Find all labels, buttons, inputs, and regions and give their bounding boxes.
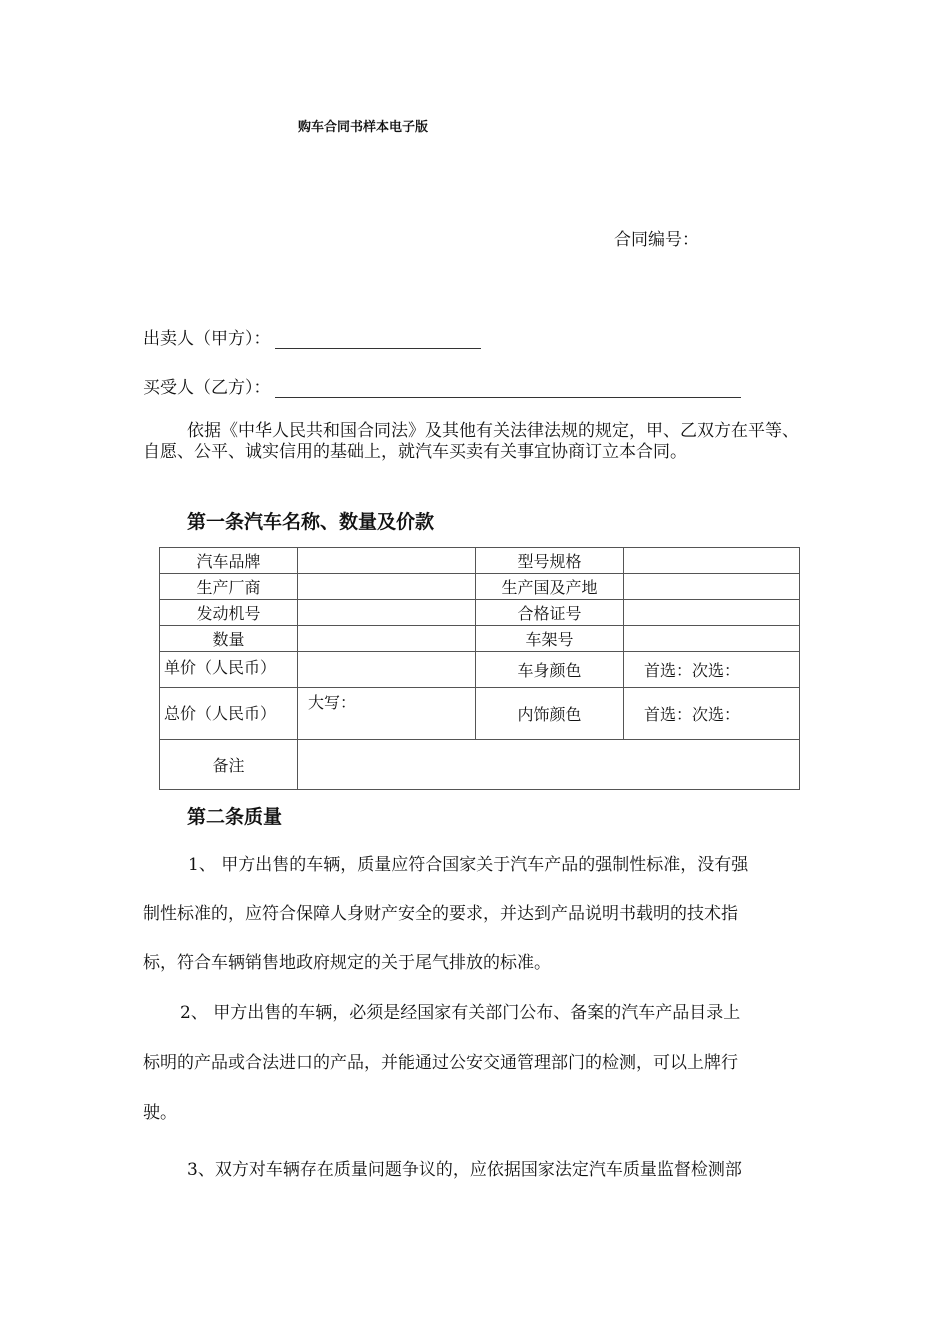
buyer-blank[interactable] — [275, 379, 741, 398]
certificate-no-value[interactable] — [624, 600, 800, 626]
body-color-label: 车身颜色 — [476, 652, 624, 688]
remarks-label: 备注 — [160, 740, 298, 790]
manufacturer-label: 生产厂商 — [160, 574, 298, 600]
engine-no-label: 发动机号 — [160, 600, 298, 626]
model-value[interactable] — [624, 548, 800, 574]
total-price-label: 总价（人民币） — [160, 688, 298, 740]
buyer-label: 买受人（乙方）： — [143, 378, 271, 398]
section2-heading: 第二条质量 — [187, 806, 283, 828]
manufacturer-value[interactable] — [298, 574, 476, 600]
unit-price-label: 单价（人民币） — [164, 658, 277, 677]
body-color-choice[interactable]: 首选：次选： — [624, 652, 800, 688]
capital-amount[interactable]: 大写： — [298, 688, 476, 740]
model-label: 型号规格 — [476, 548, 624, 574]
contract-number-label: 合同编号： — [614, 230, 699, 250]
brand-value[interactable] — [298, 548, 476, 574]
clause-line: 2、 甲方出售的车辆，必须是经国家有关部门公布、备案的汽车产品目录上 — [180, 1003, 741, 1023]
unit-price-value[interactable] — [298, 652, 476, 688]
clause-line: 标，符合车辆销售地政府规定的关于尾气排放的标准。 — [143, 953, 551, 973]
clause-line: 标明的产品或合法进口的产品，并能通过公安交通管理部门的检测，可以上牌行 — [143, 1053, 738, 1073]
remarks-value[interactable] — [298, 740, 800, 790]
clause-line: 驶。 — [143, 1103, 177, 1123]
certificate-no-label: 合格证号 — [476, 600, 624, 626]
origin-label: 生产国及产地 — [476, 574, 624, 600]
section1-heading: 第一条汽车名称、数量及价款 — [187, 511, 435, 533]
seller-blank[interactable] — [275, 330, 481, 349]
page-title: 购车合同书样本电子版 — [298, 120, 429, 135]
frame-no-value[interactable] — [624, 626, 800, 652]
intro-paragraph: 依据《中华人民共和国合同法》及其他有关法律法规的规定，甲、乙双方在平等、自愿、公平、诚实信用的基础上，就汽车买卖有关事宜协商订立本合同。 — [143, 421, 799, 462]
interior-color-label: 内饰颜色 — [476, 688, 624, 740]
origin-value[interactable] — [624, 574, 800, 600]
vehicle-spec-table — [159, 547, 800, 790]
quantity-value[interactable] — [298, 626, 476, 652]
engine-no-value[interactable] — [298, 600, 476, 626]
quantity-label: 数量 — [160, 626, 298, 652]
clause-line: 1、 甲方出售的车辆，质量应符合国家关于汽车产品的强制性标准，没有强 — [188, 855, 749, 875]
clause-line: 制性标准的，应符合保障人身财产安全的要求，并达到产品说明书载明的技术指 — [143, 904, 738, 924]
seller-line — [143, 324, 481, 349]
brand-label: 汽车品牌 — [160, 548, 298, 574]
clause-line: 3、双方对车辆存在质量问题争议的，应依据国家法定汽车质量监督检测部 — [187, 1160, 742, 1180]
buyer-line — [143, 373, 741, 398]
interior-color-choice[interactable]: 首选：次选： — [624, 688, 800, 740]
frame-no-label: 车架号 — [476, 626, 624, 652]
seller-label: 出卖人（甲方）： — [143, 329, 271, 349]
